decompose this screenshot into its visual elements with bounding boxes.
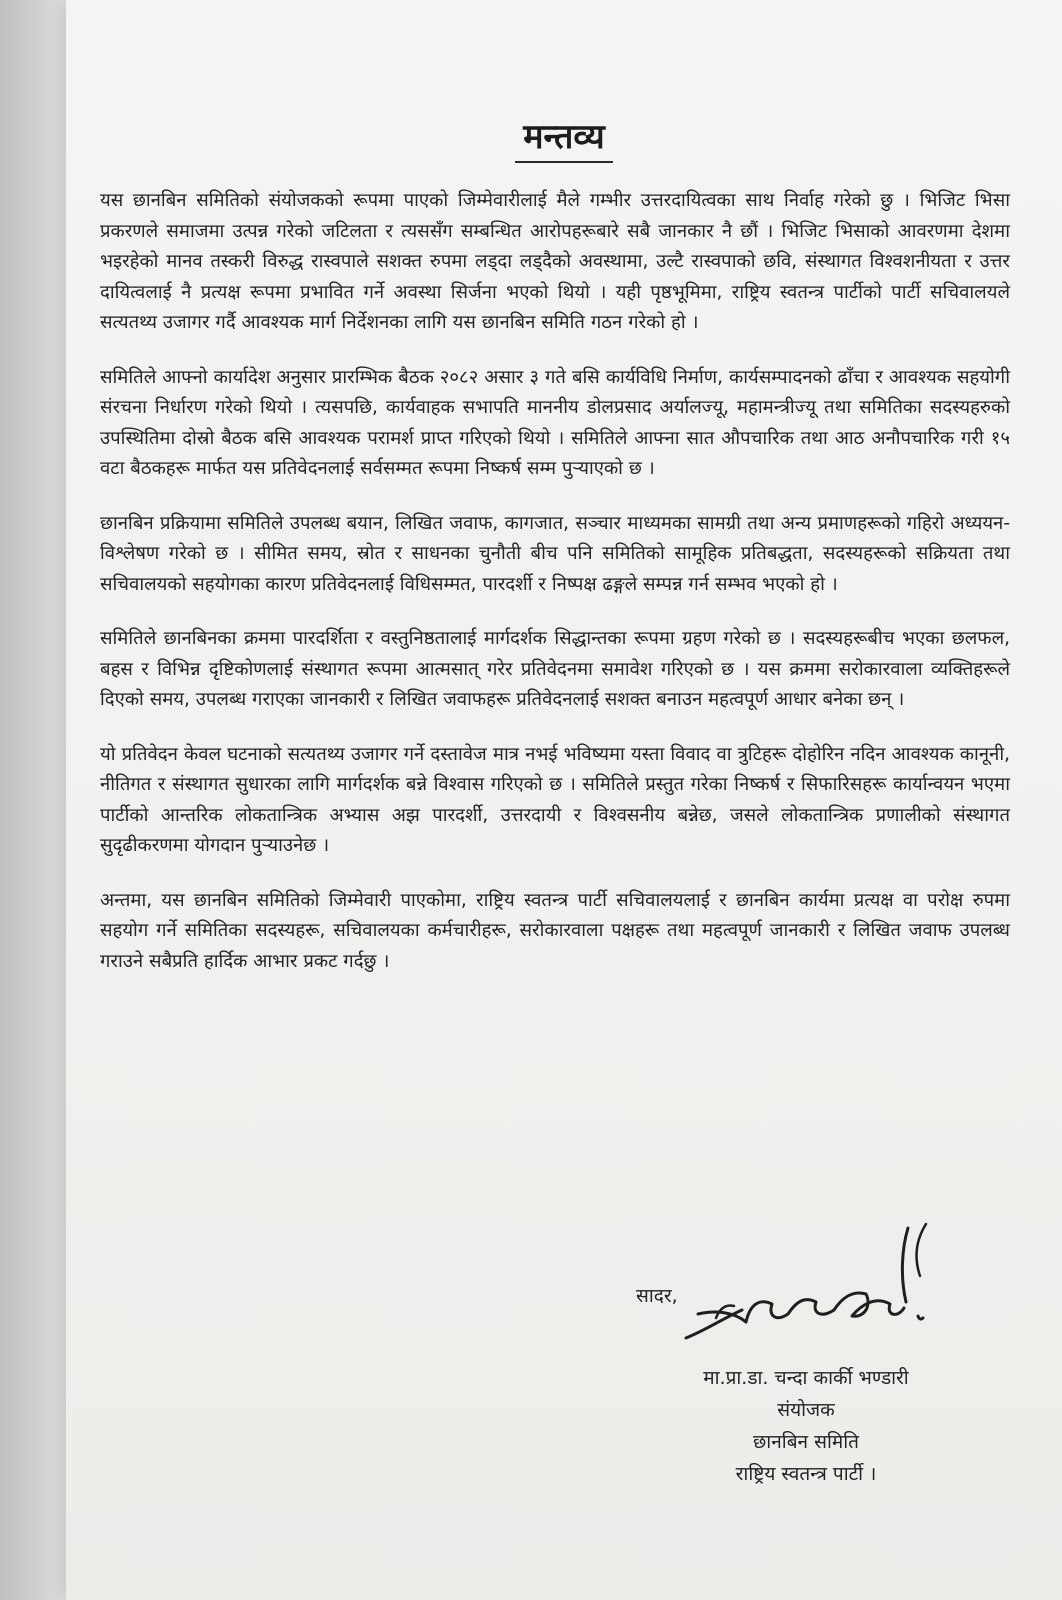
signatory-committee: छानबिन समिति [752,1431,860,1453]
signatory-block [626,1362,986,1490]
document-title [66,112,1062,158]
paragraph-5: यो प्रतिवेदन केवल घटनाको सत्यतथ्य उजागर गर्ने दस्तावेज मात्र नभई भविष्यमा यस्ता विवाद वा त्रुटिहरू दोहोरिन नदिन आवश्यक कानूनी, नीतिगत र संस्थागत सुधारका लागि मार्गदर्शक बन्ने विश्वास गरिएको छ । समितिले प्रस्तुत गरेका निष्कर्ष र सिफारिसहरू कार्यान्वयन भएमा पार्टीको आन्तरिक लोकतान्त्रिक अभ्यास अझ पारदर्शी, उत्तरदायी र विश्वसनीय बन्नेछ, जसले लोकतान्त्रिक प्रणालीको संस्थागत सुदृढीकरणमा योगदान पुर्‍याउनेछ । [100,743,1010,856]
paragraph-1: यस छानबिन समितिको संयोजकको रूपमा पाएको जिम्मेवारीलाई मैले गम्भीर उत्तरदायित्वका साथ निर्वाह गरेको छु । भिजिट भिसा प्रकरणले समाजमा उत्पन्न गरेको जटिलता र त्यससँग सम्बन्धित आरोपहरूबारे सबै जानकार नै छौं । भिजिट भिसाको आवरणमा देशमा भइरहेको मानव तस्करी विरुद्ध रास्वपाले सशक्त रुपमा लड्दा लड्दैको अवस्थामा, उल्टै रास्वपाको छवि, संस्थागत विश्वशनीयता र उत्तर दायित्वलाई नै प्रत्यक्ष रूपमा प्रभावित गर्ने अवस्था सिर्जना भएको थियो । यही पृष्ठभूमिमा, राष्ट्रिय स्वतन्त्र पार्टीको पार्टी सचिवालयले सत्यतथ्य उजागर गर्दै आवश्यक मार्ग निर्देशनका लागि यस छानबिन समिति गठन गरेको हो । [100,190,1010,333]
closing-salutation: सादर, [636,1285,678,1307]
signatory-party: राष्ट्रिय स्वतन्त्र पार्टी । [735,1463,877,1485]
page-edge-shadow [0,0,70,1600]
document-title-text: मन्तव्य [515,117,613,163]
document-body [100,186,1010,1001]
paragraph-4: समितिले छानबिनका क्रममा पारदर्शिता र वस्तुनिष्ठतालाई मार्गदर्शक सिद्धान्तका रूपमा ग्रहण गरेको छ । सदस्यहरूबीच भएका छलफल, बहस र विभिन्न दृष्टिकोणलाई संस्थागत रूपमा आत्मसात् गरेर प्रतिवेदनमा समावेश गरिएको छ । यस क्रममा सरोकारवाला व्यक्तिहरूले दिएको समय, उपलब्ध गराएका जानकारी र लिखित जवाफहरू प्रतिवेदनलाई सशक्त बनाउन महत्वपूर्ण आधार बनेका छन् । [100,628,1010,710]
signatory-name: मा.प्रा.डा. चन्दा कार्की भण्डारी [703,1367,909,1389]
handwritten-signature-icon [676,1218,936,1348]
paragraph-6: अन्तमा, यस छानबिन समितिको जिम्मेवारी पाएकोमा, राष्ट्रिय स्वतन्त्र पार्टी सचिवालयलाई र छानबिन कार्यमा प्रत्यक्ष वा परोक्ष रुपमा सहयोग गर्ने समितिका सदस्यहरू, सचिवालयका कर्मचारीहरू, सरोकारवाला पक्षहरू तथा महत्वपूर्ण जानकारी र लिखित जवाफ उपलब्ध गराउने सबैप्रति हार्दिक आभार प्रकट गर्दछु । [100,889,1010,972]
paragraph-3: छानबिन प्रक्रियामा समितिले उपलब्ध बयान, लिखित जवाफ, कागजात, सञ्चार माध्यमका सामग्री तथा अन्य प्रमाणहरूको गहिरो अध्ययन-विश्लेषण गरेको छ । सीमित समय, स्रोत र साधनका चुनौती बीच पनि समितिको सामूहिक प्रतिबद्धता, सदस्यहरूको सक्रियता तथा सचिवालयको सहयोगका कारण प्रतिवेदनलाई विधिसम्मत, पारदर्शी र निष्पक्ष ढङ्गले सम्पन्न गर्न सम्भव भएको हो । [100,512,1010,595]
signatory-role: संयोजक [777,1399,835,1421]
document-page [66,0,1062,1600]
paragraph-2: समितिले आफ्नो कार्यादेश अनुसार प्रारम्भिक बैठक २०८२ असार ३ गते बसि कार्यविधि निर्माण, कार्यसम्पादनको ढाँचा र आवश्यक सहयोगी संरचना निर्धारण गरेको थियो । त्यसपछि, कार्यवाहक सभापति माननीय डोलप्रसाद अर्यालज्यू, महामन्त्रीज्यू तथा समितिका सदस्यहरुको उपस्थितिमा दोस्रो बैठक बसि आवश्यक परामर्श प्राप्त गरिएको थियो । समितिले आफ्ना सात औपचारिक तथा आठ अनौपचारिक गरी १५ वटा बैठकहरू मार्फत यस प्रतिवेदनलाई सर्वसम्मत रूपमा निष्कर्ष सम्म पुर्‍याएको छ । [100,366,1010,479]
